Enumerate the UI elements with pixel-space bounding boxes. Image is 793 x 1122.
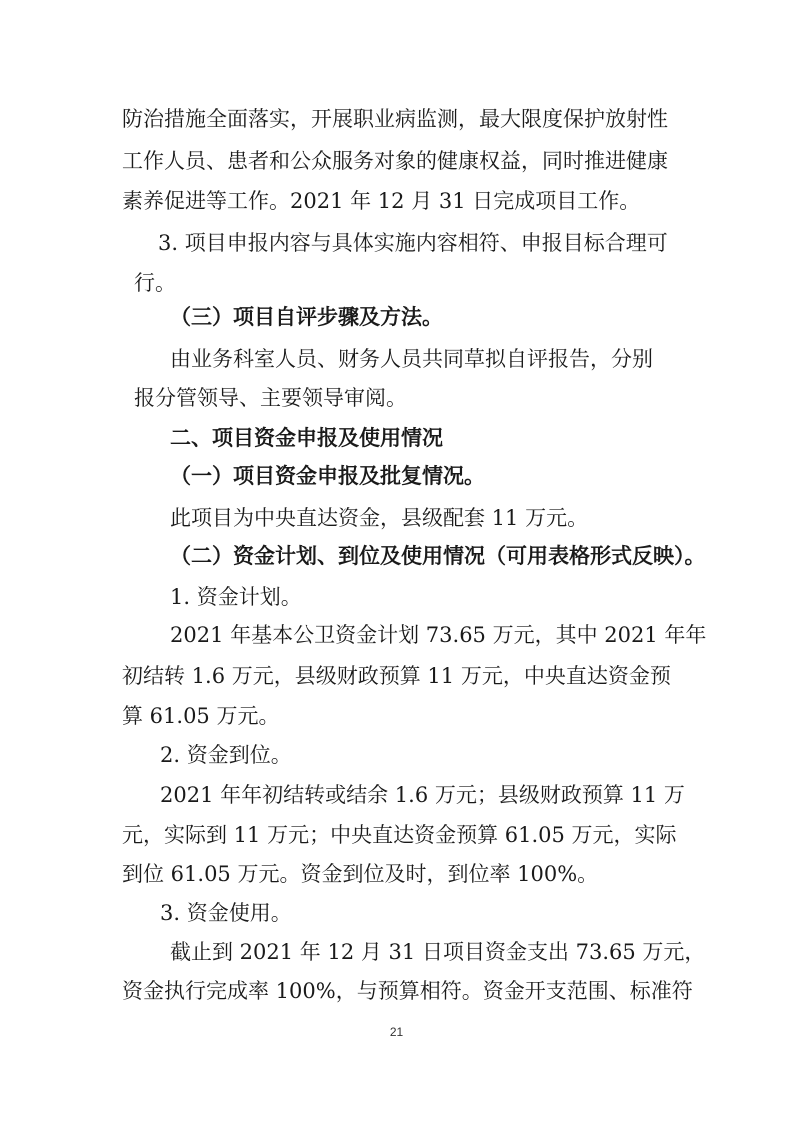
section-heading-1: （一）项目资金申报及批复情况。 (170, 464, 485, 488)
paragraph-line-11: 算 61.05 万元。 (122, 704, 280, 728)
paragraph-line-12: 2021 年年初结转或结余 1.6 万元；县级财政预算 11 万 (160, 783, 685, 807)
paragraph-line-16: 资金执行完成率 100%，与预算相符。资金开支范围、标准符 (122, 979, 693, 1003)
chapter-heading-2: 二、项目资金申报及使用情况 (170, 426, 443, 450)
page-number: 21 (389, 1025, 404, 1039)
paragraph-line-6: 由业务科室人员、财务人员共同草拟自评报告，分别 (170, 347, 653, 371)
section-heading-3: （三）项目自评步骤及方法。 (170, 305, 443, 329)
paragraph-line-4: 3. 项目申报内容与具体实施内容相符、申报目标合理可 (158, 231, 668, 255)
paragraph-line-3: 素养促进等工作。2021 年 12 月 31 日完成项目工作。 (122, 189, 641, 213)
paragraph-line-15: 截止到 2021 年 12 月 31 日项目资金支出 73.65 万元， (170, 940, 706, 964)
paragraph-line-5: 行。 (134, 271, 176, 295)
paragraph-line-7: 报分管领导、主要领导审阅。 (134, 386, 407, 410)
paragraph-line-1: 防治措施全面落实，开展职业病监测，最大限度保护放射性 (122, 107, 668, 131)
paragraph-line-13: 元，实际到 11 万元；中央直达资金预算 61.05 万元，实际 (122, 823, 677, 847)
paragraph-line-14: 到位 61.05 万元。资金到位及时，到位率 100%。 (122, 862, 599, 886)
subheading-fund-arrival: 2. 资金到位。 (160, 743, 292, 767)
subheading-fund-usage: 3. 资金使用。 (160, 901, 292, 925)
paragraph-line-10: 初结转 1.6 万元，县级财政预算 11 万元，中央直达资金预 (122, 664, 671, 688)
paragraph-line-9: 2021 年基本公卫资金计划 73.65 万元，其中 2021 年年 (170, 623, 707, 647)
subheading-fund-plan: 1. 资金计划。 (170, 585, 302, 609)
paragraph-line-8: 此项目为中央直达资金，县级配套 11 万元。 (170, 506, 589, 530)
paragraph-line-2: 工作人员、患者和公众服务对象的健康权益，同时推进健康 (122, 149, 668, 173)
section-heading-2: （二）资金计划、到位及使用情况（可用表格形式反映）。 (170, 544, 706, 568)
